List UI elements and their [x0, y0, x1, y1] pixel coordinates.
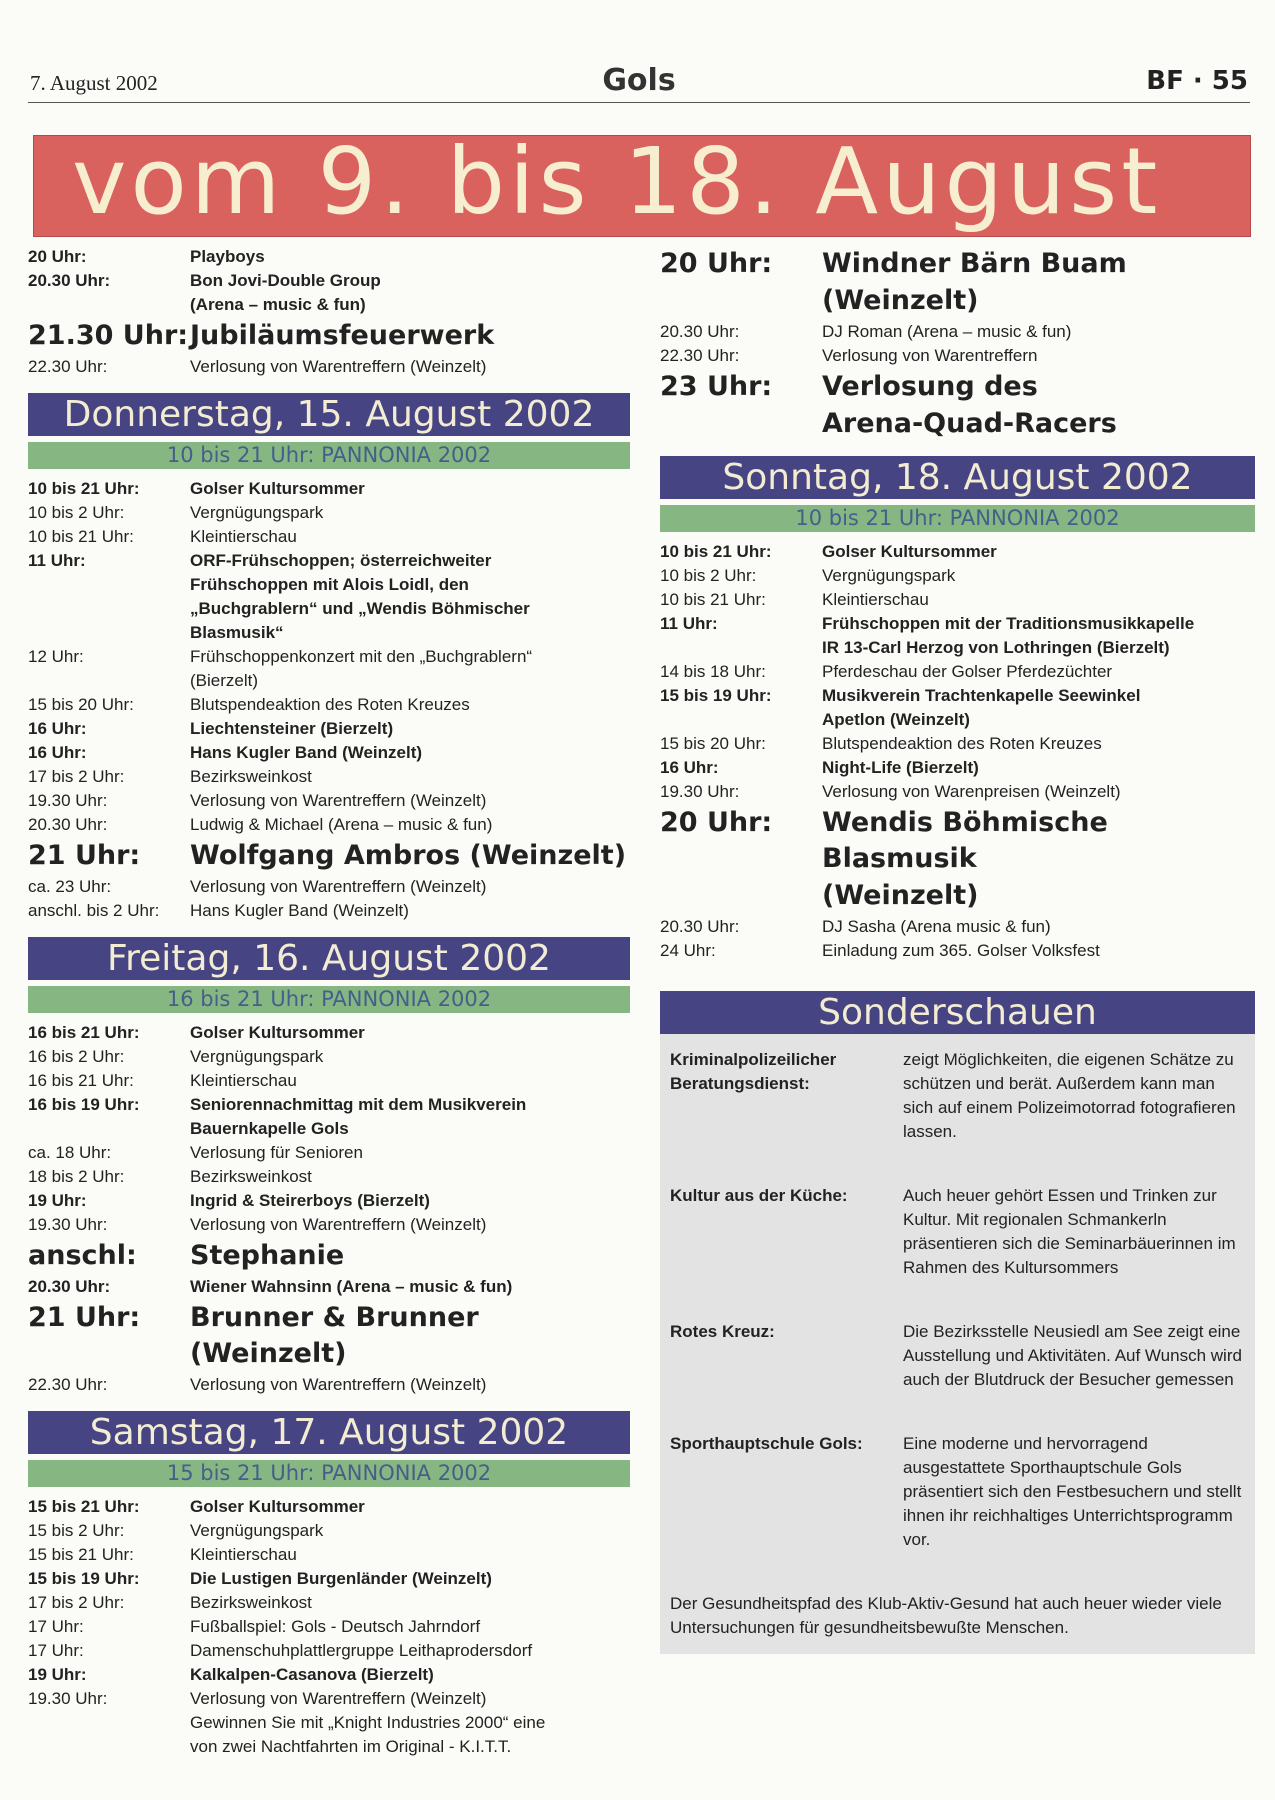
time-label [28, 597, 190, 621]
page-number: BF · 55 [1146, 66, 1248, 96]
schedule-row [28, 669, 630, 693]
time-label: 16 bis 19 Uhr: [28, 1095, 140, 1114]
time-label [660, 636, 822, 660]
event-label: „Buchgrablern“ und „Wendis Böhmischer [190, 599, 530, 618]
day-subheading: 10 bis 21 Uhr: PANNONIA 2002 [660, 505, 1255, 532]
time-label: 11 Uhr: [660, 614, 718, 633]
time-label: 10 bis 2 Uhr: [660, 566, 757, 585]
time-label: 19.30 Uhr: [28, 791, 108, 810]
time-label: 10 bis 21 Uhr: [660, 590, 766, 609]
event-label: Bon Jovi-Double Group [190, 271, 381, 290]
title-banner [33, 128, 1251, 237]
schedule-row [660, 588, 1255, 612]
event-label: (Weinzelt) [822, 880, 979, 911]
time-label: 16 Uhr: [660, 758, 719, 777]
schedule-row [660, 708, 1255, 732]
schedule-row [28, 597, 630, 621]
schedule-row [660, 660, 1255, 684]
schedule-row [28, 645, 630, 669]
event-label: Stephanie [190, 1240, 345, 1271]
time-label: 18 bis 2 Uhr: [28, 1167, 125, 1186]
day-section [28, 393, 630, 923]
time-label: 14 bis 18 Uhr: [660, 662, 766, 681]
special-show-description: zeigt Möglichkeiten, die eigenen Schätze zu schützen und berät. Außerdem kann man sich auf einem Polizeimotorrad fotografieren lassen. [903, 1050, 1236, 1141]
schedule-row [28, 1165, 630, 1189]
event-label: Vergnügungspark [190, 503, 324, 522]
event-label: Verlosung von Warentreffern (Weinzelt) [190, 1375, 487, 1394]
time-label: 16 bis 21 Uhr: [28, 1023, 140, 1042]
schedule-row [660, 636, 1255, 660]
event-label: Kleintierschau [190, 527, 297, 546]
schedule-row [28, 1639, 630, 1663]
time-label: 19 Uhr: [28, 1665, 87, 1684]
schedule-row [28, 1300, 630, 1372]
time-label: ca. 23 Uhr: [28, 877, 112, 896]
schedule-row [28, 1711, 630, 1735]
event-label: Blutspendeaktion des Roten Kreuzes [190, 695, 470, 714]
schedule-row [28, 717, 630, 741]
time-label: 19.30 Uhr: [28, 1689, 108, 1708]
time-label: 21 Uhr: [28, 1302, 141, 1333]
event-label: Frühschoppen mit Alois Loidl, den [190, 575, 469, 594]
event-label: ORF-Frühschoppen; österreichweiter [190, 551, 492, 570]
event-label: Wolfgang Ambros (Weinzelt) [190, 840, 627, 871]
event-label: Frühschoppen mit der Traditionsmusikkapelle [822, 614, 1195, 633]
schedule-row [660, 805, 1255, 877]
schedule-row [28, 1021, 630, 1045]
event-label: DJ Sasha (Arena music & fun) [822, 917, 1051, 936]
time-label: 20 Uhr: [660, 248, 773, 279]
event-label: IR 13-Carl Herzog von Lothringen (Bierzelt) [822, 638, 1170, 657]
schedule-row [28, 549, 630, 573]
schedule-row [660, 246, 1255, 282]
special-shows-box [660, 1034, 1255, 1654]
event-label: Brunner & Brunner (Weinzelt) [190, 1302, 479, 1369]
schedule-row [28, 355, 630, 379]
event-label: Golser Kultursommer [822, 542, 997, 561]
time-label: 15 bis 21 Uhr: [28, 1545, 134, 1564]
time-label: 20.30 Uhr: [28, 1277, 111, 1296]
event-label: Verlosung von Warentreffern (Weinzelt) [190, 1689, 487, 1708]
schedule-row [660, 756, 1255, 780]
special-shows-note: Der Gesundheitspfad des Klub-Aktiv-Gesund hat auch heuer wieder viele Untersuchungen für gesundheitsbewußte Menschen. [670, 1594, 1222, 1637]
event-label: Musikverein Trachtenkapelle Seewinkel [822, 686, 1141, 705]
time-label: 20.30 Uhr: [660, 917, 740, 936]
time-label: 15 bis 2 Uhr: [28, 1521, 125, 1540]
event-label: Vergnügungspark [190, 1047, 324, 1066]
event-label: Liechtensteiner (Bierzelt) [190, 719, 394, 738]
time-label: 15 bis 20 Uhr: [28, 695, 134, 714]
special-show-description: Auch heuer gehört Essen und Trinken zur Kultur. Mit regionalen Schmankerln präsentieren sich die Seminarbäuerinnen im Rahmen des Kultursommers [903, 1186, 1236, 1277]
schedule-row [28, 1093, 630, 1117]
event-label: Apetlon (Weinzelt) [822, 710, 970, 729]
event-label: Bezirksweinkost [190, 767, 312, 786]
special-show-item [670, 1048, 1245, 1144]
event-label: Kleintierschau [190, 1545, 297, 1564]
event-label: (Bierzelt) [190, 671, 259, 690]
schedule-row [660, 344, 1255, 368]
time-label: 22.30 Uhr: [28, 1375, 108, 1394]
special-show-name: Kriminalpolizeilicher Beratungsdienst: [670, 1050, 837, 1093]
schedule-row [660, 406, 1255, 442]
special-show-item [670, 1320, 1245, 1392]
time-label: 16 bis 2 Uhr: [28, 1047, 125, 1066]
time-label: 24 Uhr: [660, 941, 716, 960]
time-label: 15 bis 19 Uhr: [660, 686, 772, 705]
schedule-row [660, 878, 1255, 914]
event-label: Verlosung des [822, 371, 1038, 402]
event-label: Golser Kultursommer [190, 1023, 365, 1042]
schedule-row [28, 1069, 630, 1093]
event-label: Golser Kultursommer [190, 479, 365, 498]
time-label: 10 bis 21 Uhr: [660, 542, 772, 561]
event-label: Ludwig & Michael (Arena – music & fun) [190, 815, 493, 834]
time-label: 11 Uhr: [28, 551, 86, 570]
event-label: Playboys [190, 247, 265, 266]
time-label: 10 bis 2 Uhr: [28, 503, 125, 522]
event-label: Blasmusik“ [190, 623, 284, 642]
event-label: Verlosung für Senioren [190, 1143, 363, 1162]
time-label [28, 573, 190, 597]
time-label: 19.30 Uhr: [28, 1215, 108, 1234]
day-subheading: 16 bis 21 Uhr: PANNONIA 2002 [28, 986, 630, 1013]
time-label [660, 878, 822, 914]
event-label: Pferdeschau der Golser Pferdezüchter [822, 662, 1113, 681]
schedule-row [28, 813, 630, 837]
time-label: anschl: [28, 1240, 137, 1271]
time-label: 23 Uhr: [660, 371, 773, 402]
time-label: anschl. bis 2 Uhr: [28, 901, 160, 920]
schedule-row [28, 741, 630, 765]
schedule-row [28, 1519, 630, 1543]
time-label: 20 Uhr: [660, 807, 773, 838]
day-heading: Samstag, 17. August 2002 [28, 1411, 630, 1454]
schedule-row [660, 780, 1255, 804]
special-show-name: Kultur aus der Küche: [670, 1186, 848, 1205]
time-label: 10 bis 21 Uhr: [28, 479, 140, 498]
schedule-row [28, 1373, 630, 1397]
time-label: 20.30 Uhr: [660, 322, 740, 341]
special-show-name: Rotes Kreuz: [670, 1322, 775, 1341]
event-label: Hans Kugler Band (Weinzelt) [190, 901, 409, 920]
schedule-row [28, 1213, 630, 1237]
event-label: Vergnügungspark [822, 566, 956, 585]
day-section [28, 1411, 630, 1759]
schedule-row [28, 1495, 630, 1519]
event-label: Seniorennachmittag mit dem Musikverein [190, 1095, 527, 1114]
special-shows-section [660, 991, 1255, 1654]
schedule-row [28, 245, 630, 269]
schedule-row [28, 875, 630, 899]
schedule-row [28, 693, 630, 717]
time-label: 15 bis 19 Uhr: [28, 1569, 140, 1588]
time-label: 15 bis 20 Uhr: [660, 734, 766, 753]
event-label: Gewinnen Sie mit „Knight Industries 2000“ eine [190, 1713, 546, 1732]
schedule-row [28, 1735, 630, 1759]
schedule-row [660, 320, 1255, 344]
schedule-row [660, 540, 1255, 564]
time-label: 19.30 Uhr: [660, 782, 740, 801]
event-label: Fußballspiel: Gols - Deutsch Jahrndorf [190, 1617, 481, 1636]
event-label: Wiener Wahnsinn (Arena – music & fun) [190, 1277, 513, 1296]
time-label [28, 1735, 190, 1759]
day-subheading: 15 bis 21 Uhr: PANNONIA 2002 [28, 1460, 630, 1487]
event-label: (Weinzelt) [822, 285, 979, 316]
event-label: Frühschoppenkonzert mit den „Buchgrablern“ [190, 647, 533, 666]
time-label: 10 bis 21 Uhr: [28, 527, 134, 546]
day-section [28, 937, 630, 1397]
event-label: Verlosung von Warentreffern (Weinzelt) [190, 877, 487, 896]
event-label: Wendis Böhmische Blasmusik [822, 807, 1108, 874]
schedule-row [660, 915, 1255, 939]
time-label: 16 bis 21 Uhr: [28, 1071, 134, 1090]
time-label: 21.30 Uhr: [28, 320, 189, 351]
special-show-item [670, 1432, 1245, 1552]
schedule-row [28, 1141, 630, 1165]
event-label: Bauernkapelle Gols [190, 1119, 349, 1138]
special-show-name: Sporthauptschule Gols: [670, 1434, 863, 1453]
schedule-row [28, 789, 630, 813]
schedule-row [660, 283, 1255, 319]
event-label: Verlosung von Warenpreisen (Weinzelt) [822, 782, 1121, 801]
time-label: 20 Uhr: [28, 247, 87, 266]
schedule-row [28, 1117, 630, 1141]
schedule-row [28, 1189, 630, 1213]
schedule-row [28, 765, 630, 789]
schedule-row [660, 684, 1255, 708]
schedule-row [28, 1045, 630, 1069]
day-subheading: 10 bis 21 Uhr: PANNONIA 2002 [28, 442, 630, 469]
time-label: 15 bis 21 Uhr: [28, 1497, 140, 1516]
banner-title: vom 9. bis 18. August [72, 128, 1162, 235]
time-label [28, 1711, 190, 1735]
schedule-row [28, 318, 630, 354]
time-label [660, 283, 822, 319]
time-label: 17 Uhr: [28, 1617, 84, 1636]
special-show-description: Eine moderne und hervorragend ausgestattete Sporthauptschule Gols präsentiert sich den Festbesuchern und stellt ihnen ihr reichhaltiges Unterrichtsprogramm vor. [903, 1434, 1242, 1549]
special-show-description: Die Bezirksstelle Neusiedl am See zeigt eine Ausstellung und Aktivitäten. Auf Wunsch wird auch der Blutdruck der Besucher gemessen [903, 1322, 1242, 1389]
schedule-row [660, 612, 1255, 636]
day-heading: Donnerstag, 15. August 2002 [28, 393, 630, 436]
schedule-row [28, 1275, 630, 1299]
schedule-row [28, 838, 630, 874]
event-label: Die Lustigen Burgenländer (Weinzelt) [190, 1569, 492, 1588]
schedule-row [660, 939, 1255, 963]
event-label: Bezirksweinkost [190, 1167, 312, 1186]
schedule-row [28, 1687, 630, 1711]
event-label: Kleintierschau [190, 1071, 297, 1090]
time-label: 17 Uhr: [28, 1641, 84, 1660]
time-label [28, 293, 190, 317]
schedule-row [28, 501, 630, 525]
event-label: Damenschuhplattlergruppe Leithaprodersdorf [190, 1641, 533, 1660]
time-label: 22.30 Uhr: [28, 357, 108, 376]
time-label: 16 Uhr: [28, 743, 87, 762]
time-label: 17 bis 2 Uhr: [28, 767, 125, 786]
schedule-row [28, 525, 630, 549]
time-label [660, 406, 822, 442]
time-label [660, 708, 822, 732]
schedule-row [28, 269, 630, 293]
time-label: 20.30 Uhr: [28, 815, 108, 834]
time-label [28, 621, 190, 645]
day-heading: Freitag, 16. August 2002 [28, 937, 630, 980]
schedule-row [660, 732, 1255, 756]
section-title: Gols [602, 63, 676, 98]
event-label: Windner Bärn Buam [822, 248, 1127, 279]
event-label: Verlosung von Warentreffern [822, 346, 1038, 365]
event-label: Vergnügungspark [190, 1521, 324, 1540]
event-label: Blutspendeaktion des Roten Kreuzes [822, 734, 1102, 753]
time-label: ca. 18 Uhr: [28, 1143, 112, 1162]
schedule-row [28, 1663, 630, 1687]
event-label: Bezirksweinkost [190, 1593, 312, 1612]
schedule-row [28, 1543, 630, 1567]
event-label: von zwei Nachtfahrten im Original - K.I.T.T. [190, 1737, 512, 1756]
schedule-row [28, 1238, 630, 1274]
left-column [28, 245, 630, 1759]
day-section [660, 456, 1255, 963]
time-label: 21 Uhr: [28, 840, 141, 871]
event-label: Verlosung von Warentreffern (Weinzelt) [190, 357, 487, 376]
time-label: 22.30 Uhr: [660, 346, 740, 365]
time-label: 12 Uhr: [28, 647, 84, 666]
time-label: 20.30 Uhr: [28, 271, 111, 290]
time-label [28, 669, 190, 693]
schedule-row [28, 1567, 630, 1591]
time-label: 19 Uhr: [28, 1191, 87, 1210]
event-label: Verlosung von Warentreffern (Weinzelt) [190, 1215, 487, 1234]
time-label: 17 bis 2 Uhr: [28, 1593, 125, 1612]
schedule-row [28, 1615, 630, 1639]
special-shows-heading: Sonderschauen [660, 991, 1255, 1034]
event-label: DJ Roman (Arena – music & fun) [822, 322, 1072, 341]
event-label: (Arena – music & fun) [190, 295, 366, 314]
event-label: Verlosung von Warentreffern (Weinzelt) [190, 791, 487, 810]
special-show-item [670, 1184, 1245, 1280]
schedule-row [660, 564, 1255, 588]
schedule-row [28, 293, 630, 317]
event-label: Night-Life (Bierzelt) [822, 758, 979, 777]
event-label: Einladung zum 365. Golser Volksfest [822, 941, 1100, 960]
day-heading: Sonntag, 18. August 2002 [660, 456, 1255, 499]
schedule-row [28, 899, 630, 923]
event-label: Golser Kultursommer [190, 1497, 365, 1516]
event-label: Kalkalpen-Casanova (Bierzelt) [190, 1665, 434, 1684]
schedule-row [28, 1591, 630, 1615]
event-label: Arena-Quad-Racers [822, 408, 1117, 439]
event-label: Kleintierschau [822, 590, 929, 609]
right-column [660, 245, 1255, 1654]
issue-date: 7. August 2002 [30, 71, 158, 95]
event-label: Ingrid & Steirerboys (Bierzelt) [190, 1191, 430, 1210]
schedule-row [660, 369, 1255, 405]
event-label: Hans Kugler Band (Weinzelt) [190, 743, 423, 762]
time-label: 16 Uhr: [28, 719, 87, 738]
time-label [28, 1117, 190, 1141]
event-label: Jubiläumsfeuerwerk [190, 320, 495, 351]
page-header [28, 60, 1250, 103]
schedule-row [28, 573, 630, 597]
schedule-row [28, 477, 630, 501]
schedule-row [28, 621, 630, 645]
